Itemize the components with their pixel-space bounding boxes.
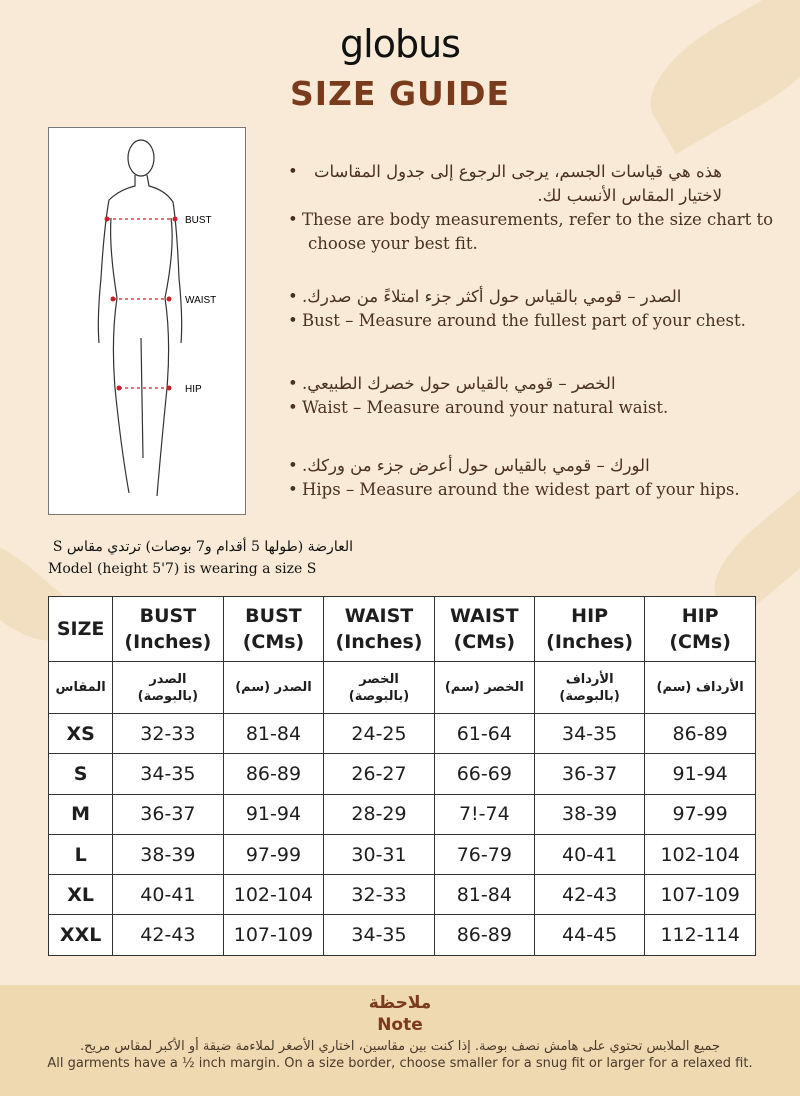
bullet-waist: • الخصر – قومي بالقياس حول خصرك الطبيعي. • Waist – Measure around your natural waist. — [288, 374, 669, 417]
note-band — [0, 985, 800, 1096]
measurement-cell: 66-69 — [434, 754, 534, 794]
header-cell — [434, 597, 534, 662]
bullet-en: Waist – Measure around your natural waist. — [302, 398, 669, 417]
note-title: Note — [377, 1015, 423, 1035]
bullet-en-cont: choose your best fit. — [308, 234, 478, 253]
header-text: الصدر (سم) — [235, 680, 312, 695]
note-text-ar: جميع الملابس تحتوي على هامش نصف بوصة. إذا كنت بين مقاسين، اختاري الأصغر لملاءمة ضيقة أو الأكبر لمقاس مريح. — [79, 1039, 721, 1054]
header-text: (بالبوصة) — [137, 688, 199, 704]
measurement-cell: 102-104 — [223, 875, 324, 915]
bust-label: BUST — [185, 215, 212, 226]
header-text: HIP — [571, 605, 609, 627]
note-text: All garments have a ½ inch margin. On a size border, choose smaller for a snug fit or larger for a relaxed fit. — [47, 1056, 753, 1071]
measurement-cell: 81-84 — [434, 875, 534, 915]
header-cell — [645, 662, 756, 714]
measurement-cell: 97-99 — [645, 794, 756, 834]
waist-label: WAIST — [185, 295, 217, 306]
header-text: HIP — [681, 605, 719, 627]
header-text: (CMs) — [669, 631, 731, 653]
bullet-ar: الخصر – قومي بالقياس حول خصرك الطبيعي. — [302, 374, 616, 393]
header-text: (CMs) — [453, 631, 516, 653]
measurement-cell: 28-29 — [324, 794, 434, 834]
header-cell — [324, 597, 434, 662]
header-text: المقاس — [55, 680, 106, 695]
measurement-cell: 36-37 — [113, 794, 223, 834]
header-text: الخصر — [359, 671, 399, 687]
measurement-cell: 30-31 — [324, 834, 434, 874]
size-cell: XL — [49, 875, 113, 915]
header-cell — [534, 597, 644, 662]
bullet-en: Hips – Measure around the widest part of your hips. — [302, 480, 740, 499]
header-cell — [113, 662, 223, 714]
hip-label: HIP — [185, 384, 202, 395]
measurement-cell: 40-41 — [113, 875, 223, 915]
model-info — [48, 536, 353, 580]
measurement-cell: 61-64 — [434, 714, 534, 754]
measurement-cell: 24-25 — [324, 714, 434, 754]
header-text: (بالبوصة) — [348, 688, 410, 704]
page-title: SIZE GUIDE — [289, 74, 511, 113]
table-row — [49, 875, 756, 915]
measurement-cell: 34-35 — [324, 915, 434, 955]
measurement-cell: 86-89 — [645, 714, 756, 754]
measurement-cell: 97-99 — [223, 834, 324, 874]
measurement-cell: 38-39 — [534, 794, 644, 834]
size-cell: S — [49, 754, 113, 794]
header-text: (بالبوصة) — [559, 688, 620, 704]
measurement-cell: 32-33 — [113, 714, 223, 754]
header-text: (Inches) — [546, 631, 634, 653]
measurement-cell: 32-33 — [324, 875, 434, 915]
measurement-cell: 42-43 — [534, 875, 644, 915]
measurement-cell: 107-109 — [223, 915, 324, 955]
bullet-ar: هذه هي قياسات الجسم، يرجى الرجوع إلى جدول المقاسات لاختيار المقاس الأنسب لك. — [313, 162, 722, 205]
bullet-en: These are body measurements, refer to the size chart to — [302, 210, 774, 229]
measurement-cell: 76-79 — [434, 834, 534, 874]
header-cell — [49, 662, 113, 714]
measurement-cell: 36-37 — [534, 754, 644, 794]
header-text: SIZE — [56, 618, 105, 640]
measurement-cell: 91-94 — [223, 794, 324, 834]
table-row — [49, 714, 756, 754]
header-text: (Inches) — [124, 631, 212, 653]
table-row — [49, 794, 756, 834]
note-title-ar: ملاحظة — [368, 993, 432, 1013]
header-text: BUST — [139, 605, 197, 627]
size-cell: M — [49, 794, 113, 834]
bullet-ar: الورك – قومي بالقياس حول أعرض جزء من وركك. — [302, 456, 650, 475]
header-row-arabic — [49, 662, 756, 714]
model-info-en: Model (height 5'7) is wearing a size S — [48, 561, 317, 577]
measurement-cell: 40-41 — [534, 834, 644, 874]
size-cell: XS — [49, 714, 113, 754]
header-text: الأرداف — [565, 671, 614, 687]
header-cell — [434, 662, 534, 714]
measurement-cell: 107-109 — [645, 875, 756, 915]
measurement-cell: 42-43 — [113, 915, 223, 955]
table-row — [49, 834, 756, 874]
header-cell — [113, 597, 223, 662]
bullet-bust: • الصدر – قومي بالقياس حول أكثر جزء امتلاءً من صدرك. • Bust – Measure around the fullest part of your chest. — [288, 287, 746, 330]
header-text: الخصر (سم) — [444, 680, 524, 695]
measurement-cell: 26-27 — [324, 754, 434, 794]
header-text: الأرداف (سم) — [656, 680, 744, 695]
bullet-intro: • هذه هي قياسات الجسم، يرجى الرجوع إلى جدول المقاسات لاختيار المقاس الأنسب لك. • These are body measurements, refer to the size chart to choose your best fit. — [288, 160, 738, 256]
measurement-cell: 91-94 — [645, 754, 756, 794]
bullet-ar: الصدر – قومي بالقياس حول أكثر جزء امتلاءً من صدرك. — [302, 287, 682, 306]
header-cell — [324, 662, 434, 714]
header-cell — [223, 597, 324, 662]
size-cell: XXL — [49, 915, 113, 955]
header-cell — [223, 662, 324, 714]
size-cell: L — [49, 834, 113, 874]
header-cell — [49, 597, 113, 662]
measurement-cell: 102-104 — [645, 834, 756, 874]
header-cell — [534, 662, 644, 714]
bullet-en: Bust – Measure around the fullest part of your chest. — [302, 311, 746, 330]
table-row — [49, 915, 756, 955]
measurement-cell: 44-45 — [534, 915, 644, 955]
header-row — [49, 597, 756, 662]
size-table — [48, 596, 756, 956]
header-text: (CMs) — [242, 631, 305, 653]
header-text: WAIST — [450, 605, 519, 627]
bullet-hips: • الورك – قومي بالقياس حول أعرض جزء من وركك. • Hips – Measure around the widest part of your hips. — [288, 456, 740, 499]
brand-logo: globus — [340, 22, 460, 66]
model-info-ar: العارضة (طولها 5 أقدام و7 بوصات) ترتدي مقاس S — [52, 539, 353, 555]
measurement-cell: 7!-74 — [434, 794, 534, 834]
measurement-cell: 81-84 — [223, 714, 324, 754]
measurement-cell: 34-35 — [534, 714, 644, 754]
measurement-cell: 38-39 — [113, 834, 223, 874]
header-cell — [645, 597, 756, 662]
header-text: BUST — [245, 605, 302, 627]
measurement-cell: 86-89 — [434, 915, 534, 955]
body-measurement-figure — [48, 127, 246, 515]
table-row — [49, 754, 756, 794]
measurement-cell: 112-114 — [645, 915, 756, 955]
measurement-cell: 86-89 — [223, 754, 324, 794]
header-text: الصدر — [149, 671, 187, 687]
header-text: WAIST — [344, 605, 414, 627]
header-text: (Inches) — [335, 631, 423, 653]
measurement-cell: 34-35 — [113, 754, 223, 794]
